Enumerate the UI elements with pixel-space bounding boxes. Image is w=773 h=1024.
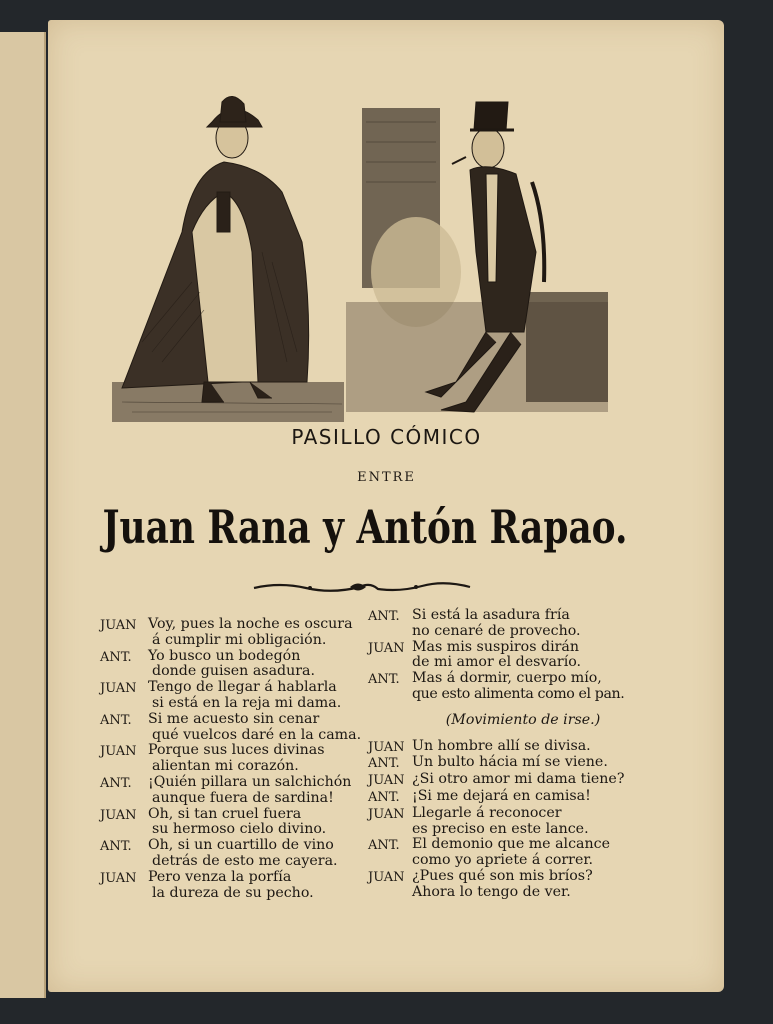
dialogue-entry (100, 743, 375, 775)
verse-line: Yo busco un bodegón (148, 647, 301, 664)
ornamental-divider (250, 578, 474, 596)
dialogue-entry (100, 807, 375, 839)
verse-line: Oh, si un cuartillo de vino (148, 837, 334, 854)
dialogue-entry (368, 739, 648, 756)
verse-line: El demonio que me alcance (412, 836, 610, 853)
verse-line: si está en la reja mi dama. (152, 694, 342, 711)
dialogue-entry (368, 772, 648, 789)
speaker: ANT. (368, 789, 400, 805)
verse-line: alientan mi corazón. (152, 758, 299, 775)
speaker: ANT. (100, 712, 132, 728)
speaker: JUAN (368, 773, 405, 789)
verse-line: es preciso en este lance. (412, 820, 589, 837)
speaker: JUAN (368, 869, 405, 885)
dialogue-entry (368, 755, 648, 772)
speaker: ANT. (368, 756, 400, 772)
juan-rana-illustration (112, 82, 344, 426)
speaker: JUAN (100, 681, 137, 697)
speaker: JUAN (100, 870, 137, 886)
verse-line: qué vuelcos daré en la cama. (152, 726, 362, 743)
dialogue-entry (100, 649, 375, 681)
speaker: ANT. (100, 775, 132, 791)
speaker: ANT. (100, 839, 132, 855)
verse-line: ¡Quién pillara un salchichón (148, 773, 352, 790)
dialogue-left-column (100, 617, 375, 901)
verse-line: ¿Pues qué son mis bríos? (412, 867, 593, 884)
dialogue-right-column (368, 608, 648, 901)
verse-line: Un hombre allí se divisa. (412, 737, 591, 754)
verse-line: ¡Si me dejará en camisa! (412, 787, 591, 804)
dialogue-entry (368, 806, 648, 838)
speaker: ANT. (368, 672, 400, 688)
verse-line: no cenaré de provecho. (412, 622, 581, 639)
facing-page-edge (0, 32, 46, 998)
dialogue-entry (100, 775, 375, 807)
verse-line: la dureza de su pecho. (152, 884, 314, 901)
speaker: JUAN (100, 618, 137, 633)
dialogue-entry (368, 789, 648, 806)
speaker: JUAN (100, 807, 137, 823)
speaker: ANT. (100, 649, 132, 665)
verse-line: Un bulto hácia mí se viene. (412, 754, 608, 771)
dialogue-entry (100, 838, 375, 870)
verse-line: Voy, pues la noche es oscura (148, 616, 353, 632)
dialogue-entry (100, 617, 375, 649)
verse-line: Oh, si tan cruel fuera (148, 805, 302, 822)
anton-rapao-illustration (346, 82, 608, 426)
verse-line: de mi amor el desvarío. (412, 654, 582, 671)
verse-line: Tengo de llegar á hablarla (148, 679, 337, 696)
main-title: Juan Rana y Antón Rapao. (102, 500, 628, 554)
verse-line: su hermoso cielo divino. (152, 821, 327, 838)
verse-line: aunque fuera de sardina! (152, 789, 334, 806)
verse-line: Si me acuesto sin cenar (148, 710, 320, 727)
dialogue-entry (100, 870, 375, 902)
verse-line: donde guisen asadura. (152, 663, 315, 680)
verse-line: que esto alimenta como el pan. (412, 685, 625, 702)
verse-line: detrás de esto me cayera. (152, 852, 338, 869)
dialogue-entry (100, 712, 375, 744)
dialogue-entry (368, 671, 648, 703)
verse-line: Si está la asadura fría (412, 607, 570, 623)
dialogue-entry (368, 837, 648, 869)
verse-line: Pero venza la porfía (148, 868, 292, 885)
stage-direction: (Movimiento de irse.) (445, 711, 601, 728)
dialogue-entry (100, 680, 375, 712)
verse-line: Mas á dormir, cuerpo mío, (412, 670, 602, 687)
dialogue-entry (368, 640, 648, 672)
subtitle-pasillo-comico: PASILLO CÓMICO (291, 425, 482, 449)
speaker: ANT. (368, 838, 400, 854)
verse-line: Porque sus luces divinas (148, 742, 325, 759)
dialogue-entry (368, 608, 648, 640)
verse-line: Ahora lo tengo de ver. (412, 883, 571, 900)
verse-line: como yo apriete á correr. (412, 852, 594, 869)
speaker: JUAN (368, 739, 405, 755)
speaker: ANT. (368, 609, 400, 624)
verse-line: á cumplir mi obligación. (152, 631, 327, 648)
speaker: JUAN (100, 744, 137, 760)
entre-label: ENTRE (357, 470, 416, 485)
speaker: JUAN (368, 806, 405, 822)
verse-line: Llegarle á reconocer (412, 804, 562, 821)
dialogue-entry (368, 869, 648, 901)
speaker: JUAN (368, 640, 405, 656)
verse-line: ¿Si otro amor mi dama tiene? (412, 771, 625, 788)
verse-line: Mas mis suspiros dirán (412, 638, 579, 655)
